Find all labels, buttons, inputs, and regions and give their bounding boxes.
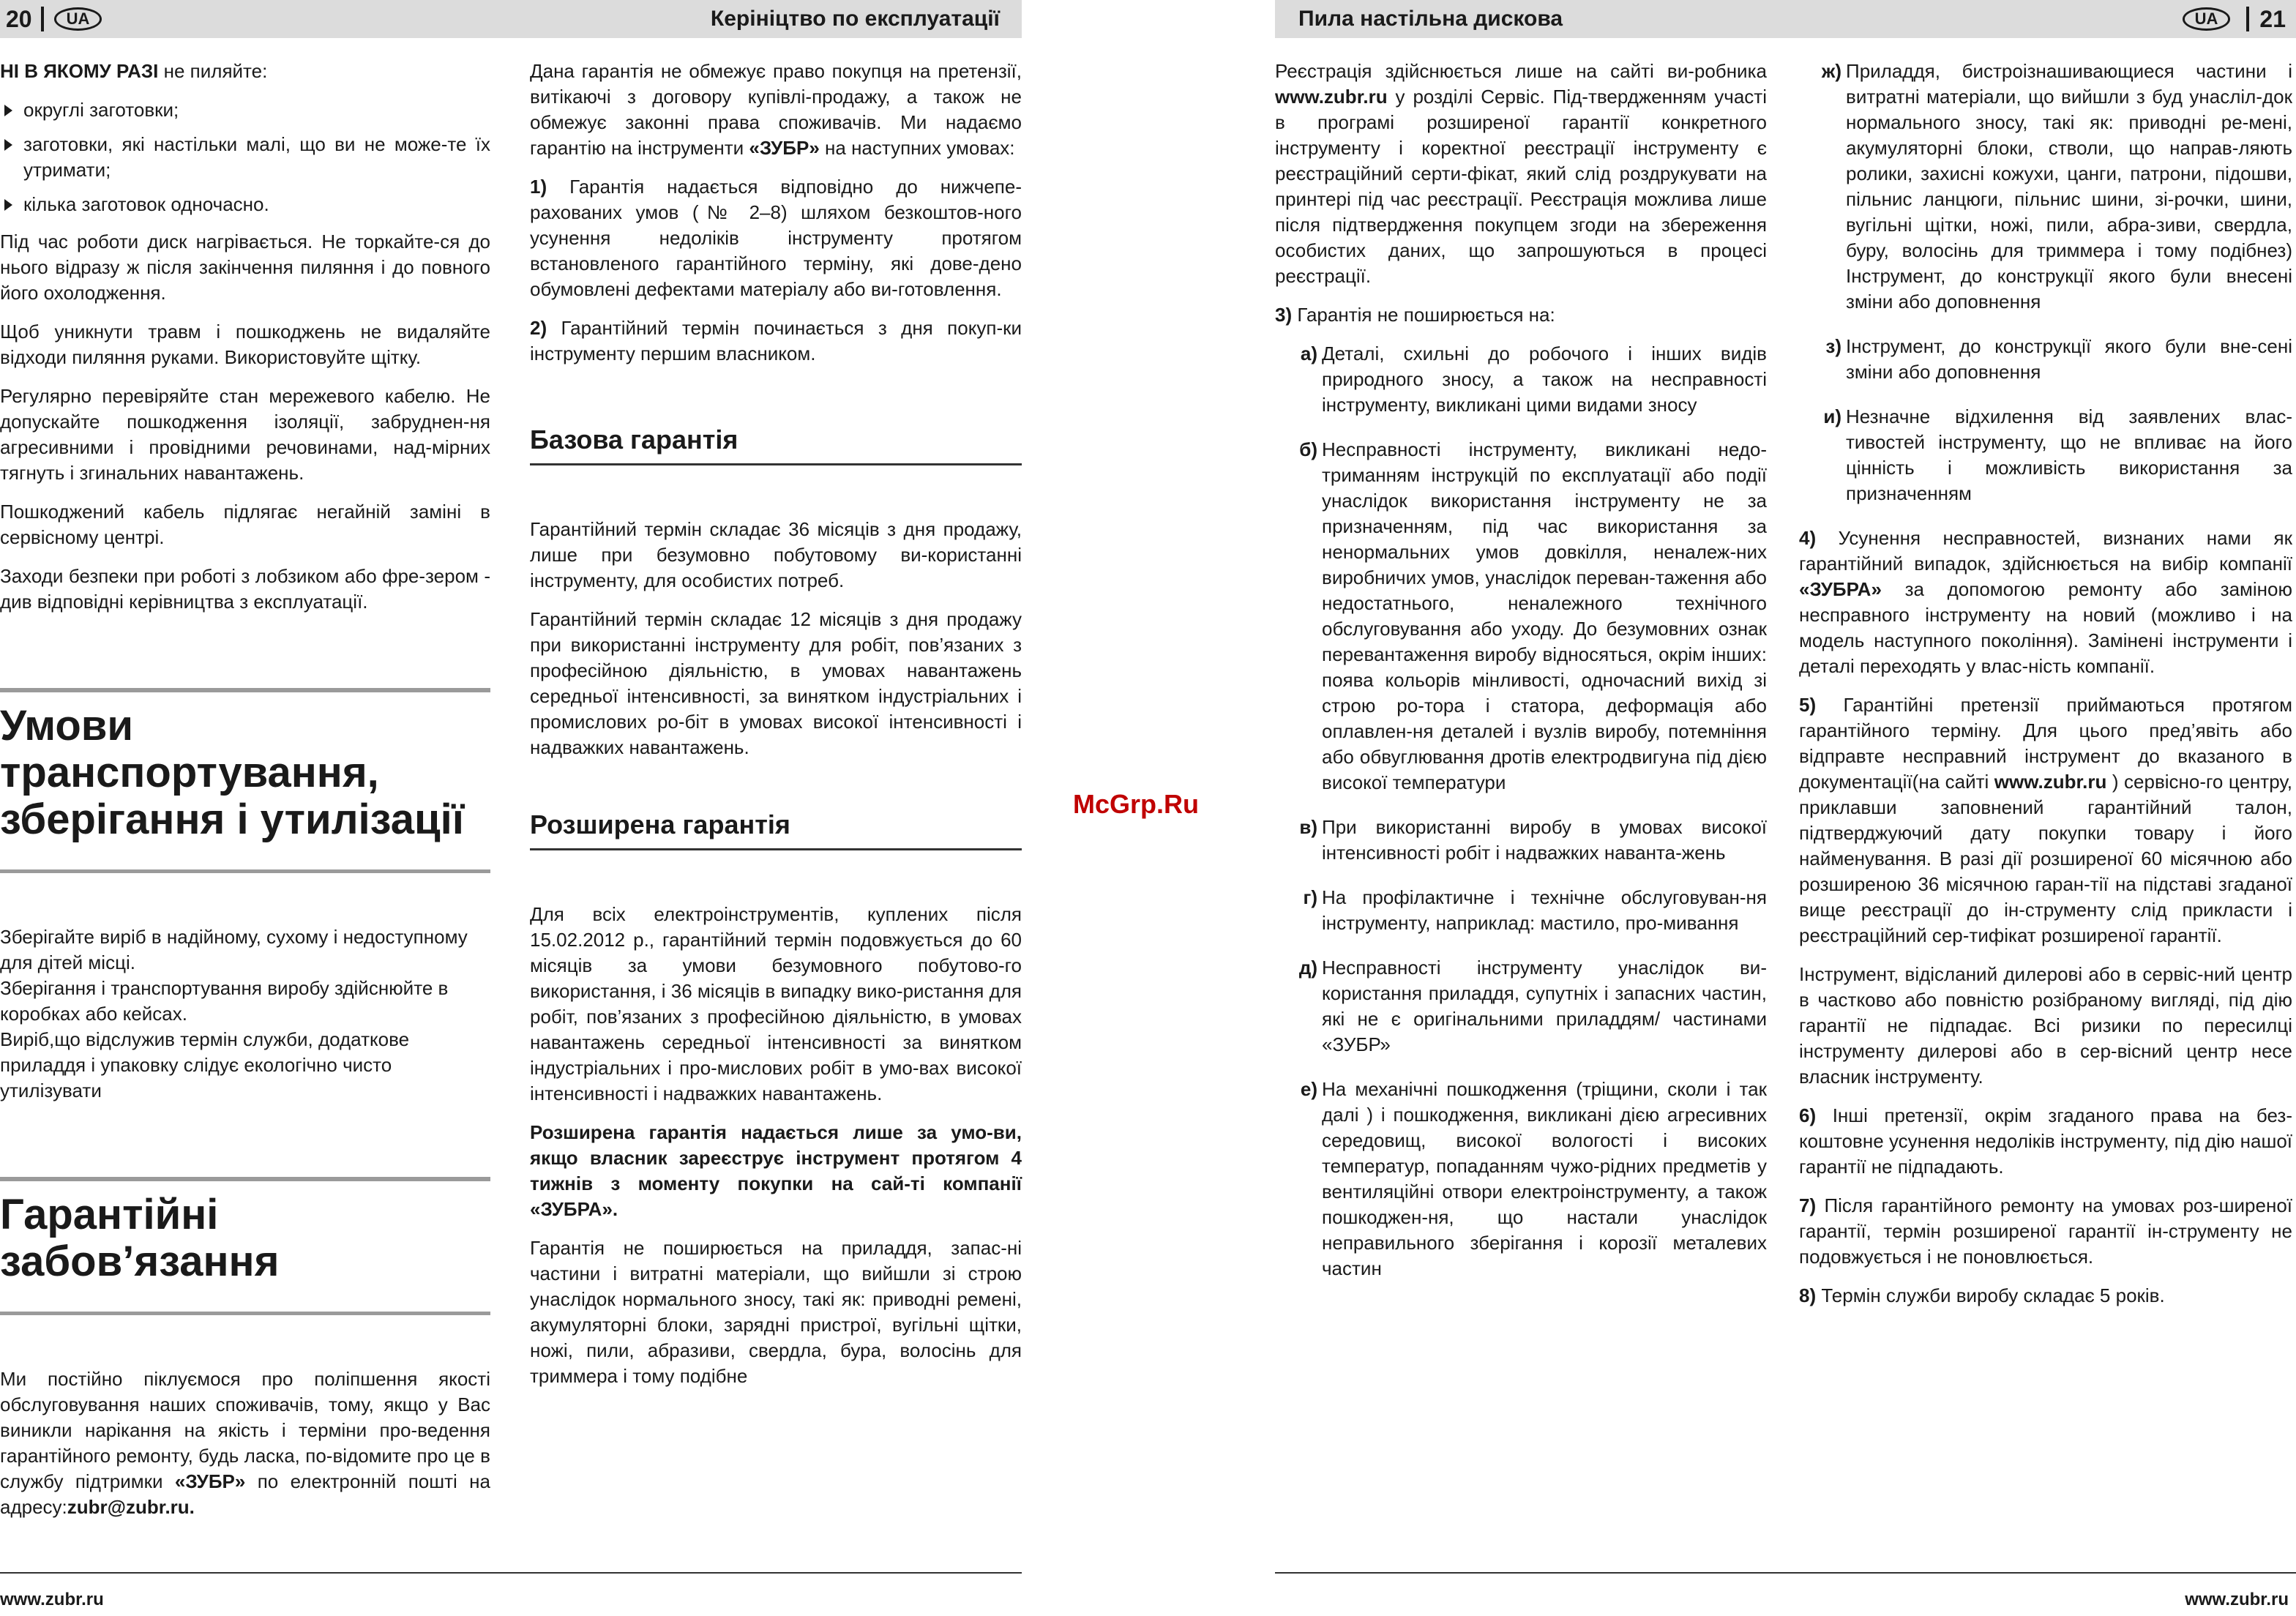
paragraph: Ми постійно піклуємося про поліпшення якості обслуговування наших споживачів, тому, якщо у Вас виникли нарікання на якість і терміни про-ведення гарантійного ремонту, будь ласка, по-відомите про це в службу підтримки «ЗУБР» по електронній пошті на адресу:zubr@zubr.ru. <box>0 1368 490 1518</box>
heading-extended-warranty: Розширена гарантія <box>530 809 1022 850</box>
list-item: г) На профілактичне і технічне обслуговуван-ня інструменту, наприклад: мастило, про-мивання <box>1303 886 1767 934</box>
paragraph: Під час роботи диск нагрівається. Не торкайте-ся до нього відразу ж після закінчення пиляння і до повного його охолодження. <box>0 231 490 304</box>
paragraph: Зберігайте виріб в надійному, сухому і недоступному для дітей місці. <box>0 926 468 973</box>
left-page-header <box>0 0 1022 38</box>
paragraph: 7) Після гарантійного ремонту на умовах роз-ширеної гарантії, термін розширеної гарантії ін-струменту не подовжується і не поновлюється. <box>1799 1194 2292 1268</box>
footer-rule-left <box>0 1572 1022 1574</box>
divider <box>0 1312 490 1315</box>
right-column-2 <box>1799 59 2292 1322</box>
footer-url-left: www.zubr.ru <box>0 1590 104 1609</box>
paragraph: 5) Гарантійні претензії приймаються протягом гарантійного терміну. Для цього пред’явіть або відправте несправний інструмент до вказаного в документації(на сайті www.zubr.ru ) сервісно-го центру, приклавши заповнений гарантійний талон, підтверджуючий дату покупки товару і його найменування. В разі дії розширеної 60 місячною або розширеною 36 місячною гаран-тії на підставі згаданої вище реєстрації до ін-струменту слід прикласти і реєстраційний сер-тифікат розширеної гарантії. <box>1799 694 2292 946</box>
language-badge: UA <box>54 7 102 31</box>
paragraph: 8) Термін служби виробу складає 5 років. <box>1799 1284 2165 1306</box>
list-item: а) Деталі, схильні до робочого і інших видів природного зносу, а також на несправності інструменту, викликані цими видами зносу <box>1300 343 1767 416</box>
right-page-header <box>1275 0 2296 38</box>
left-column-1 <box>0 59 490 1533</box>
warning-paragraph: НІ В ЯКОМУ РАЗІ не пиляйте: <box>0 60 268 82</box>
footer-rule-right <box>1275 1572 2296 1574</box>
list-item: и) Незначне відхилення від заявлених влас-тивостей інструменту, що не впливає на його цінність і можливість використання за призначенням <box>1823 405 2292 504</box>
website-link: www.zubr.ru <box>1994 771 2107 793</box>
header-title-right: Пила настільна дискова <box>1298 7 1563 31</box>
list-item: д) Несправності інструменту унаслідок ви-користання приладдя, супутніх і запасних частин, які не є оригінальними приладдям/ частинами «ЗУБР» <box>1298 957 1767 1055</box>
page-number-right: 21 <box>2259 5 2286 32</box>
list-item: округлі заготовки; <box>0 97 490 123</box>
list-item: е) На механічні пошкодження (тріщини, сколи і так далі ) і пошкодження, викликані дією агресивних середовищ, високої вологості і високих температур, попаданням чужо-рідних предметів у вентиляційні отвори електроінструменту, а також пошкоджен-ня, що настали унаслідок неправильного зберігання і корозії металевих частин <box>1300 1078 1767 1279</box>
paragraph: Інструмент, відісланий дилерові або в сервіс-ний центр в частково або повністю розібраному вигляді, під дію гарантії не підпадає. Всі ризики по пересилці інструменту дилерові або в сер-вісний центр несе власник інструменту. <box>1799 963 2292 1088</box>
heading-base-warranty: Базова гарантія <box>530 424 1022 465</box>
header-divider <box>41 7 44 31</box>
paragraph: 3) Гарантія не поширюється на: <box>1275 304 1555 326</box>
paragraph: 2) Гарантійний термін починається з дня покуп-ки інструменту першим власником. <box>530 317 1022 364</box>
page-number-left: 20 <box>6 5 32 32</box>
paragraph: Пошкоджений кабель підлягає негайній заміні в сервісному центрі. <box>0 501 490 548</box>
paragraph: Дана гарантія не обмежує право покупця на претензії, витікаючі з договору купівлі-продажу, а також не обмежує законні права споживачів. Ми надаємо гарантію на інструменти «ЗУБР» на наступних умовах: <box>530 60 1022 159</box>
paragraph: 6) Інші претензії, окрім згаданого права на без-коштовне усунення недоліків інструменту, під дію нашої гарантії не підпадають. <box>1799 1104 2292 1178</box>
paragraph: Розширена гарантія надається лише за умо-ви, якщо власник зареєструє інструмент протягом 4 тижнів з моменту покупки на сай-ті компанії «ЗУБРА». <box>530 1121 1022 1220</box>
list-item: кілька заготовок одночасно. <box>0 192 490 217</box>
heading-transport-storage: Умови транспортування, зберігання і утилізації <box>0 688 490 843</box>
website-link: www.zubr.ru <box>1275 86 1388 108</box>
list-item: в) При використанні виробу в умовах високої інтенсивності робіт і надважких наванта-жень <box>1299 816 1767 864</box>
support-email: zubr@zubr.ru. <box>67 1496 195 1518</box>
header-title-left: Керініцтво по експлуатації <box>710 7 1000 31</box>
list-item: з) Інструмент, до конструкції якого були вне-сені зміни або доповнення <box>1825 335 2292 383</box>
paragraph: Гарантія не поширюється на приладдя, запас-ні частини і витратні матеріали, що вийшли зі строю унаслідок нормального зносу, такі як: приводні ремені, акумуляторні блоки, зарядні пристрої, вугільні щітки, ножі, пили, абразиви, свердла, бура, волосінь для триммера і тому подібне <box>530 1237 1022 1387</box>
language-badge: UA <box>2183 7 2231 31</box>
paragraph: Зберігання і транспортування виробу здійснюйте в коробках або кейсах. <box>0 977 449 1025</box>
watermark: McGrp.Ru <box>1073 789 1200 819</box>
paragraph: Регулярно перевіряйте стан мережевого кабелю. Не допускайте пошкодження ізоляції, забруднен-ня агресивними і провідними речовинами, над-мірних тягнуть і згинальних навантажень. <box>0 385 490 484</box>
paragraph: Щоб уникнути травм і пошкоджень не видаляйте відходи пиляння руками. Використовуйте щітку. <box>0 321 490 368</box>
list-item: заготовки, які настільки малі, що ви не може-те їх утримати; <box>0 132 490 183</box>
paragraph: Виріб,що відслужив термін служби, додаткове приладдя і упаковку слідує екологічно чисто утилізувати <box>0 1028 410 1101</box>
list-item: б) Несправності інструменту, викликані недо-триманням інструкцій по експлуатації або події унаслідок використання інструменту не за призначенням, під час використання за ненормальних умов довкілля, неналеж-них виробничих умов, унаслідок переван-таження або недостатнього, неналежного технічного обслуговування або уходу. До безумовних ознак перевантаження виробу відносяться, окрім інших: поява кольорів мінливості, одночасний вихід зі строю ро-тора і статора, деформація або оплавлен-ня деталей і вузлів виробу, потемніння або обвуглювання дротів електродвигуна під дією високої температури <box>1299 438 1767 793</box>
divider <box>0 869 490 873</box>
footer-url-right: www.zubr.ru <box>2185 1590 2289 1609</box>
right-column-1 <box>1275 59 1767 1301</box>
paragraph: Гарантійний термін складає 12 місяців з дня продажу при використанні інструменту для робіт, пов’язаних з професійною діяльністю, в умовах навантажень середньої інтенсивності, за винятком індустріальних і промислових ро-біт в умовах високої інтенсивності і надважких навантажень. <box>530 608 1022 758</box>
paragraph: Для всіх електроінструментів, куплених після 15.02.2012 р., гарантійний термін подовжується до 60 місяців за умови безумовного побутово-го використання, і 36 місяців в випадку вико-ристання для робіт, пов’язаних з професійною діяльністю, в умовах навантажень середньої інтенсивності за винятком індустріальних і про-мислових робіт в умо-вах високої інтенсивності і надважких навантажень. <box>530 903 1022 1104</box>
paragraph: 1) Гарантія надається відповідно до нижчепе-рахованих умов (№ 2–8) шляхом безкоштов-ного усунення недоліків інструменту протягом встановленого гарантійного терміну, які дове-дено обумовлені дефектами матеріалу або ви-готовлення. <box>530 176 1022 300</box>
header-divider <box>2246 7 2249 31</box>
heading-warranty: Гарантійні забов’язання <box>0 1177 490 1285</box>
paragraph: Гарантійний термін складає 36 місяців з дня продажу, лише при безумовно побутовому ви-користанні інструменту, для особистих потреб. <box>530 518 1022 591</box>
paragraph: Реєстрація здійснюється лише на сайті ви-робника www.zubr.ru у розділі Сервіс. Під-твердженням участі в програмі розширеної гарантії конкретного інструменту і коректної реєстрації інструменту є реєстраційний серти-фікат, який слід роздрукувати на принтері під час реєстрації. Реєстрація можлива лише після підтвердження покупцем згоди на збереження особистих даних, що запрошуються в процесі реєстрації. <box>1275 60 1767 287</box>
left-column-2 <box>530 59 1022 1402</box>
warning-list <box>0 97 490 217</box>
list-item: ж) Приладдя, бистроізнашивающиеся частини і витратні матеріали, що вийшли з буд унасліл-док нормального зносу, такі як: приводні ре-мені, акумуляторні блоки, стволи, що направ-ляють ролики, захисні кожухи, цанги, патрони, підошви, пільнис ланцюги, пільнис шини, зі-рочки, шини, вугільні щітки, ножі, пили, абра-зиви, свердла, буру, волосінь для триммера і тому подібнез) Інструмент, до конструкції якого були внесені зміни або доповнення <box>1821 60 2292 313</box>
paragraph: 4) Усунення несправностей, визнаних нами як гарантійний випадок, здійснюється на вибір компанії «ЗУБРА» за допомогою ремонту або заміною несправного інструменту на новий (можливо і на модель наступного покоління). Замінені інструменти і деталі переходять у влас-ність компанії. <box>1799 527 2292 677</box>
paragraph: Заходи безпеки при роботі з лобзиком або фре-зером - див відповідні керівництва з експлуатації. <box>0 565 490 613</box>
